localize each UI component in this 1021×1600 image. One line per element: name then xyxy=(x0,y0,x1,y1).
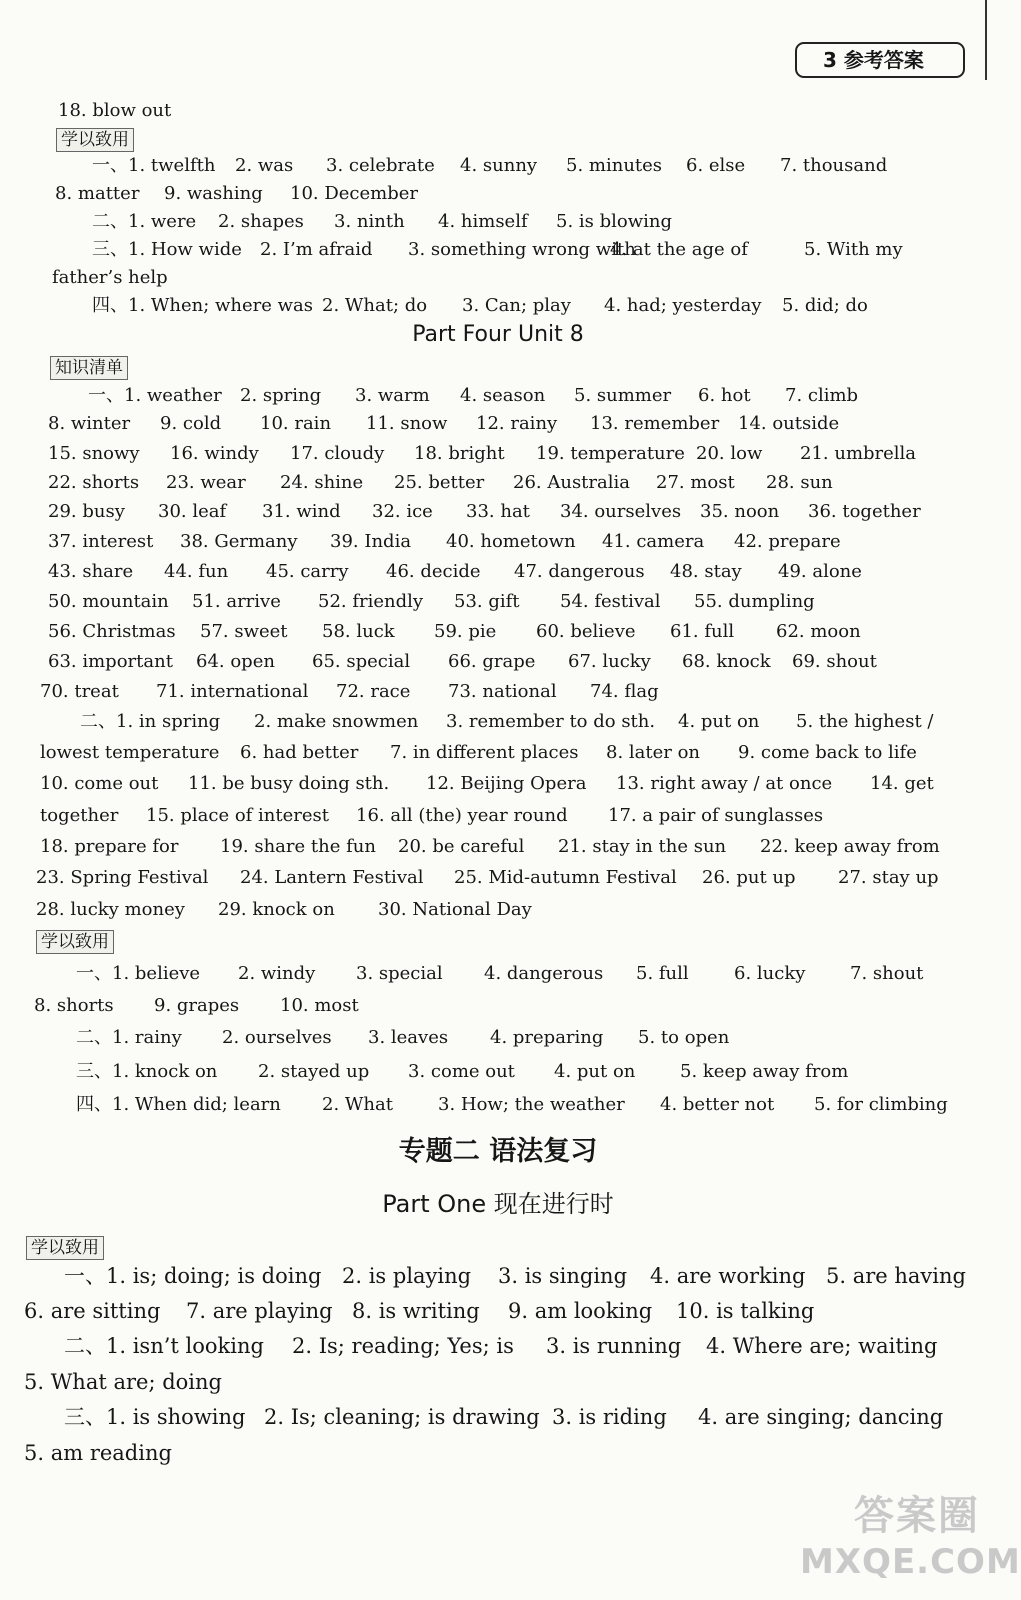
answer-item: 16. windy xyxy=(170,443,259,464)
answer-item: 58. luck xyxy=(322,621,395,642)
answer-item: 39. India xyxy=(330,531,412,552)
answer-item: 二、1. in spring xyxy=(80,711,221,732)
answer-item: 5. to open xyxy=(638,1027,730,1048)
answer-item: 23. wear xyxy=(166,472,246,493)
page-edge-line xyxy=(985,0,987,80)
answer-item: 20. low xyxy=(696,443,763,464)
answer-item: 2. What; do xyxy=(322,295,428,316)
answer-item: 26. Australia xyxy=(513,472,630,493)
answer-item: 11. be busy doing sth. xyxy=(188,773,390,794)
knowledge-heading: 知识清单 xyxy=(50,356,128,380)
answer-item: 5. With my xyxy=(804,239,903,260)
answer-item: 29. knock on xyxy=(218,899,335,920)
answer-item: 一、1. believe xyxy=(76,963,201,984)
answer-item: 26. put up xyxy=(702,867,796,888)
answer-item: 4. had; yesterday xyxy=(604,295,762,316)
answer-item: 4. better not xyxy=(660,1094,775,1115)
answer-item: 18. bright xyxy=(414,443,505,464)
answer-item: 35. noon xyxy=(700,501,780,522)
answer-item: 15. snowy xyxy=(48,443,140,464)
answer-item: 31. wind xyxy=(262,501,341,522)
answer-item: 4. are singing; dancing xyxy=(698,1405,944,1429)
answer-item: 6. lucky xyxy=(734,963,806,984)
answer-item: 10. is talking xyxy=(676,1299,815,1323)
answer-item: 3. is singing xyxy=(498,1264,628,1288)
answer-item: 3. remember to do sth. xyxy=(446,711,656,732)
answer-item: 56. Christmas xyxy=(48,621,176,642)
answer-item: 3. celebrate xyxy=(326,155,435,176)
answer-item: 13. right away / at once xyxy=(616,773,833,794)
answer-item: 63. important xyxy=(48,651,173,672)
watermark-text: 答案圈 xyxy=(854,1493,980,1539)
answer-item: 53. gift xyxy=(454,591,520,612)
answer-item: 5. is blowing xyxy=(556,211,673,232)
answer-item: 66. grape xyxy=(448,651,536,672)
answer-item: 5. What are; doing xyxy=(24,1370,222,1394)
answer-item: 73. national xyxy=(448,681,557,702)
answer-line: 18. blow out xyxy=(58,100,172,121)
answer-item: 8. is writing xyxy=(352,1299,480,1323)
answer-item: 59. pie xyxy=(434,621,497,642)
answer-item: 74. flag xyxy=(590,681,659,702)
answer-item: 9. come back to life xyxy=(738,742,917,763)
answer-item: 30. leaf xyxy=(158,501,227,522)
answer-item: 8. shorts xyxy=(34,995,114,1016)
answer-item: 4. himself xyxy=(438,211,528,232)
answer-item: 61. full xyxy=(670,621,735,642)
answer-item: 71. international xyxy=(156,681,309,702)
answer-item: 2. was xyxy=(235,155,294,176)
answer-item: 8. later on xyxy=(606,742,701,763)
answer-item: 10. come out xyxy=(40,773,159,794)
answer-item: 2. make snowmen xyxy=(254,711,419,732)
answer-item: 5. for climbing xyxy=(814,1094,948,1115)
section-tab: 3 参考答案 xyxy=(795,42,965,78)
answer-item: 12. rainy xyxy=(476,413,558,434)
watermark-url: MXQE.COM xyxy=(800,1542,1021,1582)
answer-item: 9. cold xyxy=(160,413,222,434)
answer-item: 4. dangerous xyxy=(484,963,604,984)
answer-item: 6. had better xyxy=(240,742,359,763)
answer-item: 7. climb xyxy=(785,385,859,406)
answer-item: 24. shine xyxy=(280,472,364,493)
practice-heading: 学以致用 xyxy=(36,930,114,954)
answer-item: 2. Is; reading; Yes; is xyxy=(292,1334,514,1358)
answer-item: 51. arrive xyxy=(192,591,281,612)
answer-item: 5. the highest / xyxy=(796,711,934,732)
answer-item: 2. I’m afraid xyxy=(260,239,373,260)
answer-item: 9. washing xyxy=(164,183,263,204)
answer-item: 21. umbrella xyxy=(800,443,917,464)
practice-heading: 学以致用 xyxy=(26,1236,104,1260)
answer-item: 7. are playing xyxy=(186,1299,333,1323)
answer-item: 5. full xyxy=(636,963,689,984)
answer-item: 15. place of interest xyxy=(146,805,329,826)
answer-item: 4. put on xyxy=(554,1061,636,1082)
answer-item: 三、1. knock on xyxy=(76,1061,218,1082)
answer-item: 3. warm xyxy=(355,385,430,406)
answer-item: 44. fun xyxy=(164,561,229,582)
answer-item: 50. mountain xyxy=(48,591,169,612)
answer-item: 25. Mid-autumn Festival xyxy=(454,867,677,888)
answer-item: 四、1. When did; learn xyxy=(76,1094,281,1115)
answer-item: together xyxy=(40,805,119,826)
answer-item: 48. stay xyxy=(670,561,742,582)
answer-line: father’s help xyxy=(52,267,168,288)
answer-item: 21. stay in the sun xyxy=(558,836,727,857)
answer-item: 49. alone xyxy=(778,561,862,582)
answer-item: 34. ourselves xyxy=(560,501,682,522)
answer-item: 54. festival xyxy=(560,591,661,612)
answer-item: 46. decide xyxy=(386,561,481,582)
answer-item: 一、1. twelfth xyxy=(92,155,216,176)
answer-item: 12. Beijing Opera xyxy=(426,773,587,794)
answer-item: 一、1. is; doing; is doing xyxy=(64,1264,322,1288)
answer-item: 7. thousand xyxy=(780,155,888,176)
answer-item: 9. am looking xyxy=(508,1299,653,1323)
answer-item: 19. temperature xyxy=(536,443,685,464)
answer-item: 5. am reading xyxy=(24,1441,172,1465)
answer-item: 22. keep away from xyxy=(760,836,940,857)
answer-item: 4. Where are; waiting xyxy=(706,1334,938,1358)
answer-item: 7. in different places xyxy=(390,742,579,763)
answer-item: 5. keep away from xyxy=(680,1061,849,1082)
answer-item: 38. Germany xyxy=(180,531,298,552)
answer-item: 18. prepare for xyxy=(40,836,179,857)
answer-item: 37. interest xyxy=(48,531,154,552)
answer-item: 67. lucky xyxy=(568,651,651,672)
answer-item: 42. prepare xyxy=(734,531,841,552)
answer-item: 2. spring xyxy=(240,385,322,406)
answer-item: 70. treat xyxy=(40,681,119,702)
answer-item: 3. special xyxy=(356,963,443,984)
answer-item: 17. a pair of sunglasses xyxy=(608,805,824,826)
answer-item: 14. outside xyxy=(738,413,840,434)
answer-item: 65. special xyxy=(312,651,411,672)
answer-item: 40. hometown xyxy=(446,531,576,552)
answer-item: 7. shout xyxy=(850,963,924,984)
answer-item: 3. How; the weather xyxy=(438,1094,625,1115)
answer-item: 8. winter xyxy=(48,413,131,434)
answer-item: 三、1. How wide xyxy=(92,239,242,260)
answer-item: 16. all (the) year round xyxy=(356,805,568,826)
answer-item: 3. is riding xyxy=(552,1405,667,1429)
answer-item: 6. else xyxy=(686,155,746,176)
answer-item: 一、1. weather xyxy=(88,385,222,406)
unit-title: Part Four Unit 8 xyxy=(412,322,584,347)
answer-item: 32. ice xyxy=(372,501,433,522)
answer-item: 4. preparing xyxy=(490,1027,604,1048)
answer-item: 5. minutes xyxy=(566,155,663,176)
answer-item: 20. be careful xyxy=(398,836,525,857)
answer-item: 68. knock xyxy=(682,651,771,672)
answer-item: 二、1. were xyxy=(92,211,197,232)
answer-item: 25. better xyxy=(394,472,485,493)
answer-item: 4. are working xyxy=(650,1264,806,1288)
answer-item: 4. at the age of xyxy=(610,239,748,260)
answer-item: 43. share xyxy=(48,561,134,582)
answer-item: 3. leaves xyxy=(368,1027,449,1048)
answer-item: 3. Can; play xyxy=(462,295,571,316)
answer-item: 45. carry xyxy=(266,561,349,582)
answer-item: 19. share the fun xyxy=(220,836,376,857)
answer-item: 22. shorts xyxy=(48,472,140,493)
answer-item: 30. National Day xyxy=(378,899,532,920)
answer-item: 5. did; do xyxy=(782,295,868,316)
answer-item: 23. Spring Festival xyxy=(36,867,209,888)
answer-item: 55. dumpling xyxy=(694,591,815,612)
answer-item: 4. season xyxy=(460,385,546,406)
answer-item: 二、1. isn’t looking xyxy=(64,1334,264,1358)
answer-item: 69. shout xyxy=(792,651,877,672)
answer-item: 27. most xyxy=(656,472,735,493)
answer-item: 14. get xyxy=(870,773,934,794)
answer-item: 二、1. rainy xyxy=(76,1027,182,1048)
answer-item: 41. camera xyxy=(602,531,705,552)
answer-item: 17. cloudy xyxy=(290,443,385,464)
answer-item: 9. grapes xyxy=(154,995,240,1016)
answer-item: 6. are sitting xyxy=(24,1299,161,1323)
answer-item: lowest temperature xyxy=(40,742,220,763)
answer-item: 10. most xyxy=(280,995,359,1016)
answer-item: 33. hat xyxy=(466,501,530,522)
answer-item: 36. together xyxy=(808,501,921,522)
answer-item: 三、1. is showing xyxy=(64,1405,246,1429)
answer-item: 四、1. When; where was xyxy=(92,295,314,316)
answer-item: 2. stayed up xyxy=(258,1061,370,1082)
answer-item: 28. sun xyxy=(766,472,833,493)
answer-item: 3. is running xyxy=(546,1334,682,1358)
answer-item: 2. is playing xyxy=(342,1264,472,1288)
answer-item: 10. December xyxy=(290,183,419,204)
answer-item: 3. come out xyxy=(408,1061,515,1082)
answer-item: 47. dangerous xyxy=(514,561,645,582)
answer-item: 4. put on xyxy=(678,711,760,732)
answer-item: 29. busy xyxy=(48,501,125,522)
answer-item: 60. believe xyxy=(536,621,636,642)
answer-item: 4. sunny xyxy=(460,155,538,176)
answer-item: 2. shapes xyxy=(218,211,304,232)
answer-item: 57. sweet xyxy=(200,621,288,642)
practice-heading: 学以致用 xyxy=(56,128,134,152)
answer-item: 8. matter xyxy=(55,183,140,204)
answer-item: 2. ourselves xyxy=(222,1027,332,1048)
answer-item: 52. friendly xyxy=(318,591,424,612)
answer-item: 2. Is; cleaning; is drawing xyxy=(264,1405,540,1429)
answer-item: 3. ninth xyxy=(334,211,405,232)
topic-subtitle: Part One 现在进行时 xyxy=(382,1190,614,1218)
answer-item: 27. stay up xyxy=(838,867,939,888)
answer-item: 3. something wrong with xyxy=(408,239,636,260)
answer-item: 5. are having xyxy=(826,1264,966,1288)
answer-item: 2. What xyxy=(322,1094,393,1115)
topic-title: 专题二 语法复习 xyxy=(398,1136,598,1167)
watermark xyxy=(800,1490,1021,1590)
answer-item: 11. snow xyxy=(366,413,448,434)
answer-item: 64. open xyxy=(196,651,275,672)
answer-item: 24. Lantern Festival xyxy=(240,867,424,888)
answer-item: 72. race xyxy=(336,681,411,702)
answer-item: 13. remember xyxy=(590,413,720,434)
answer-item: 28. lucky money xyxy=(36,899,185,920)
answer-item: 2. windy xyxy=(238,963,316,984)
answer-item: 10. rain xyxy=(260,413,332,434)
answer-item: 5. summer xyxy=(574,385,672,406)
answer-item: 6. hot xyxy=(698,385,751,406)
answer-item: 62. moon xyxy=(776,621,861,642)
